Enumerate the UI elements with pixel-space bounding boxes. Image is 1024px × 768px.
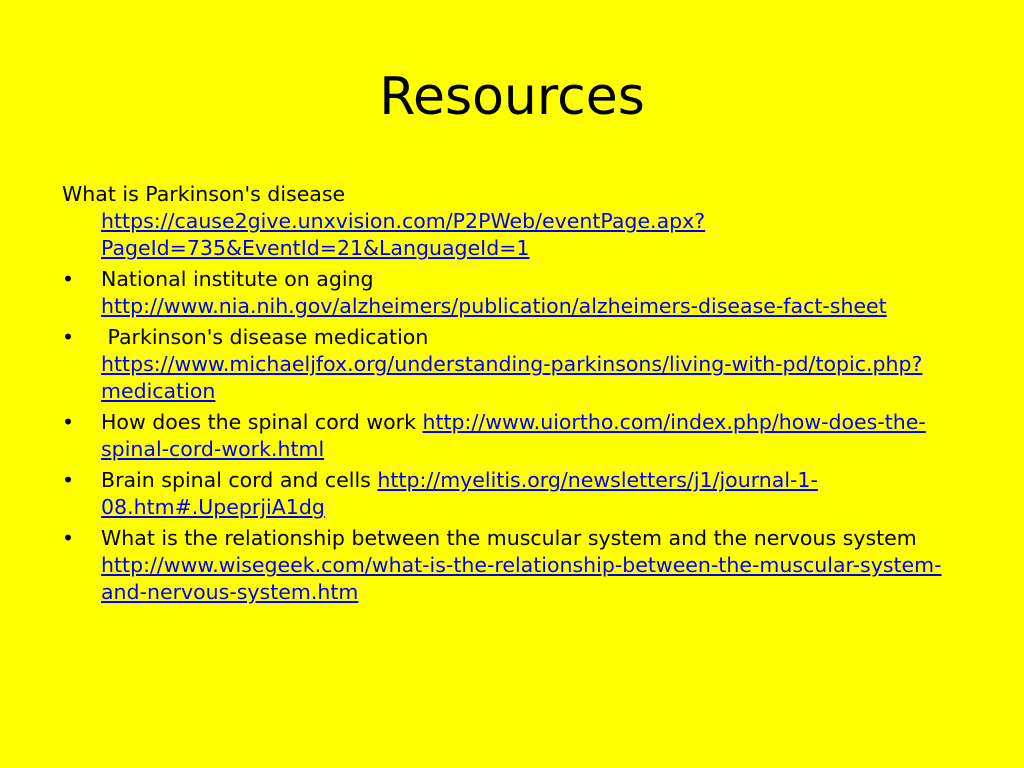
slide-title: Resources xyxy=(379,67,645,127)
resource-link-national-institute-aging[interactable]: http://www.nia.nih.gov/alzheimers/publication/alzheimers-disease-fact-sheet xyxy=(101,294,887,318)
resource-link-muscular-nervous[interactable]: http://www.wisegeek.com/what-is-the-relationship-between-the-muscular-system-and-nervous-system.htm xyxy=(101,553,942,604)
resource-label: How does the spinal cord work xyxy=(101,410,416,434)
resource-list xyxy=(62,181,962,610)
bullet-icon: • xyxy=(62,325,75,349)
resource-link-parkinsons-disease[interactable]: https://cause2give.unxvision.com/P2PWeb/eventPage.apx?PageId=735&EventId=21&LanguageId=1 xyxy=(101,209,706,260)
resource-link-brain-cells[interactable]: http://myelitis.org/newsletters/j1/journal-1-08.htm#.UpeprjiA1dg xyxy=(101,468,818,519)
resource-item-parkinsons-disease xyxy=(62,181,962,262)
resource-item-national-institute-aging xyxy=(62,266,962,320)
resource-label: Brain spinal cord and cells xyxy=(101,468,371,492)
resource-link-medication[interactable]: https://www.michaeljfox.org/understanding-parkinsons/living-with-pd/topic.php?medication xyxy=(101,352,923,403)
resource-link-spinal-cord[interactable]: http://www.uiortho.com/index.php/how-does-the-spinal-cord-work.html xyxy=(101,410,926,461)
resource-label: Parkinson's disease medication xyxy=(101,325,429,349)
bullet-icon: • xyxy=(62,468,75,492)
resource-label: What is Parkinson's disease xyxy=(62,182,346,206)
bullet-icon: • xyxy=(62,267,75,291)
resource-item-brain-cells xyxy=(62,467,962,521)
bullet-icon: • xyxy=(62,526,75,550)
resource-item-spinal-cord xyxy=(62,409,962,463)
resource-label: What is the relationship between the muscular system and the nervous system xyxy=(101,526,917,550)
resource-label: National institute on aging xyxy=(101,267,374,291)
bullet-icon: • xyxy=(62,410,75,434)
resource-item-muscular-nervous xyxy=(62,525,962,606)
resource-item-medication xyxy=(62,324,962,405)
